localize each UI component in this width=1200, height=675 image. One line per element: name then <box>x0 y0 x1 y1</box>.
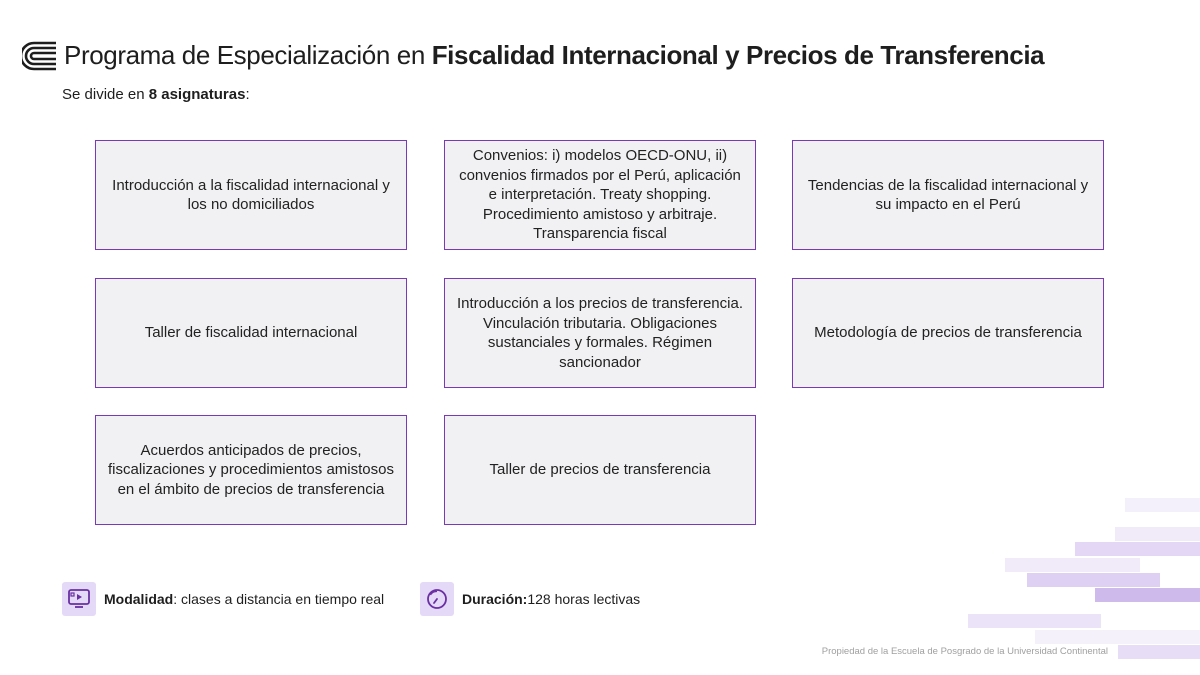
course-card-text: Introducción a los precios de transferencia. Vinculación tributaria. Obligaciones sustanciales y formales. Régimen sancionador <box>457 295 743 371</box>
course-card-text: Acuerdos anticipados de precios, fiscalizaciones y procedimientos amistosos en el ámbito de precios de transferencia <box>108 441 394 498</box>
course-card <box>95 278 407 388</box>
title-bold: Fiscalidad Internacional y Precios de Transferencia <box>431 40 1045 70</box>
duration-info <box>420 582 640 616</box>
course-card <box>444 415 756 525</box>
course-card <box>444 140 756 250</box>
subtitle-bold: 8 asignaturas <box>148 86 246 103</box>
course-card-text: Metodología de precios de transferencia <box>814 324 1082 342</box>
duration-value: 128 horas lectivas <box>527 591 641 607</box>
subtitle <box>62 86 250 103</box>
duration-label: Duración: <box>462 591 528 607</box>
course-card <box>95 415 407 525</box>
subtitle-prefix: Se divide en <box>62 86 149 103</box>
video-screen-icon <box>62 582 96 616</box>
course-card-text: Introducción a la fiscalidad internacional y los no domiciliados <box>112 176 390 213</box>
page-title <box>64 40 1044 71</box>
subtitle-suffix: : <box>245 86 250 103</box>
course-card <box>95 140 407 250</box>
course-card <box>792 278 1104 388</box>
header <box>22 40 1044 71</box>
course-card-text: Taller de fiscalidad internacional <box>144 324 358 342</box>
copyright-notice: Propiedad de la Escuela de Posgrado de la Universidad Continental <box>821 646 1108 657</box>
stacked-lines-logo-icon <box>22 41 58 71</box>
modality-value: : clases a distancia en tiempo real <box>173 591 385 607</box>
course-card <box>444 278 756 388</box>
modality-info <box>62 582 384 616</box>
course-card-text: Tendencias de la fiscalidad internacional y su impacto en el Perú <box>807 176 1089 213</box>
modality-label: Modalidad <box>104 591 174 607</box>
title-regular: Programa de Especialización en <box>64 40 432 70</box>
course-card <box>792 140 1104 250</box>
course-card-text: Convenios: i) modelos OECD-ONU, ii) convenios firmados por el Perú, aplicación e interpretación. Treaty shopping. Procedimiento amistoso y arbitraje. Transparencia fiscal <box>459 147 741 243</box>
clock-icon <box>420 582 454 616</box>
course-card-text: Taller de precios de transferencia <box>489 461 711 479</box>
